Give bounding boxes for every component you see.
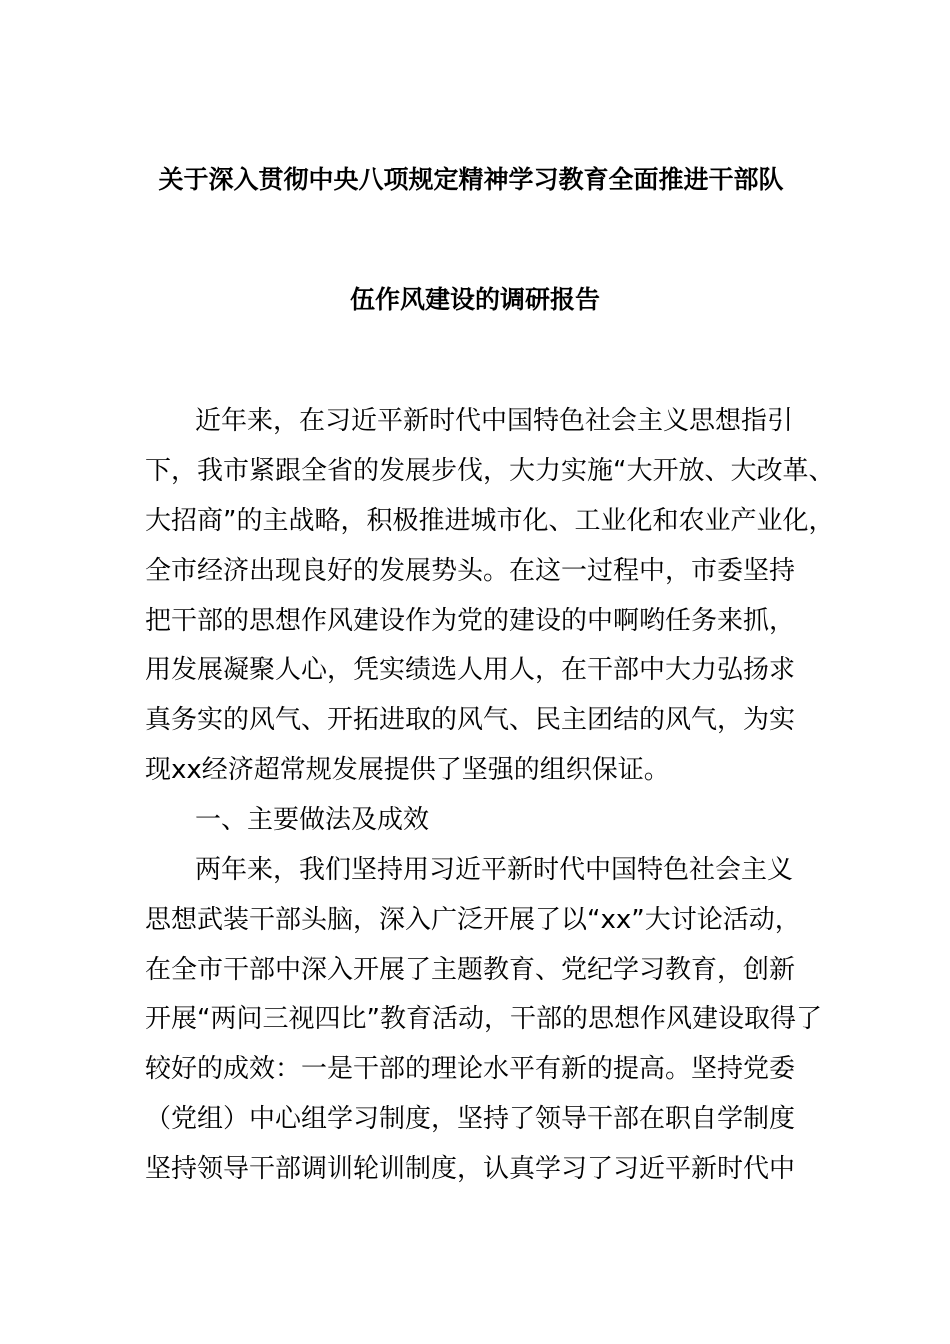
body-line: 全市经济出现良好的发展势头。在这一过程中，市委坚持 (145, 556, 796, 586)
section-heading: 一、主要做法及成效 (195, 805, 430, 835)
title-line-2: 伍作风建设的调研报告 (349, 285, 600, 314)
body-line: 下，我市紧跟全省的发展步伐，大力实施“大开放、大改革、 (145, 456, 835, 486)
body-line: 坚持领导干部调训轮训制度，认真学习了习近平新时代中 (145, 1154, 796, 1184)
body-line: 较好的成效：一是干部的理论水平有新的提高。坚持党委 (145, 1054, 796, 1084)
body-line: 在全市干部中深入开展了主题教育、党纪学习教育，创新 (145, 955, 796, 985)
body-line: 用发展凝聚人心，凭实绩选人用人，在干部中大力弘扬求 (145, 655, 796, 685)
body-line: 大招商”的主战略，积极推进城市化、工业化和农业产业化， (145, 506, 835, 536)
body-line: 把干部的思想作风建设作为党的建设的中啊哟任务来抓， (145, 606, 796, 636)
body-line: 现xx经济超常规发展提供了坚强的组织保证。 (145, 755, 670, 785)
body-line: 近年来，在习近平新时代中国特色社会主义思想指引 (195, 406, 794, 436)
body-line: 开展“两问三视四比”教育活动，干部的思想作风建设取得了 (145, 1004, 822, 1034)
body-line: （党组）中心组学习制度，坚持了领导干部在职自学制度 (145, 1104, 796, 1134)
title-line-1: 关于深入贯彻中央八项规定精神学习教育全面推进干部队 (158, 165, 784, 194)
body-line: 真务实的风气、开拓进取的风气、民主团结的风气，为实 (145, 705, 796, 735)
body-line: 思想武装干部头脑，深入广泛开展了以“xx”大讨论活动， (145, 905, 801, 935)
body-line: 两年来，我们坚持用习近平新时代中国特色社会主义 (195, 855, 794, 885)
